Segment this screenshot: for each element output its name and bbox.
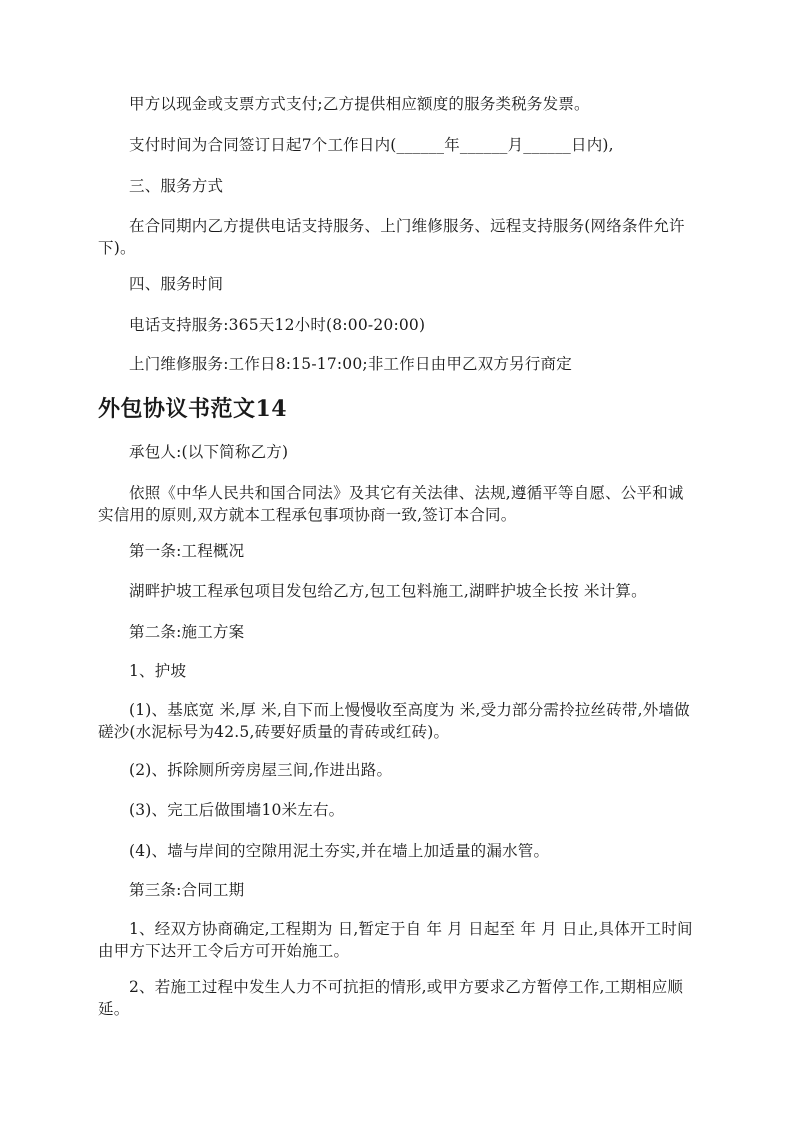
paragraph-slope-protection: 1、护坡 xyxy=(129,662,187,680)
paragraph-payment-method: 甲方以现金或支票方式支付;乙方提供相应额度的服务类税务发票。 xyxy=(129,95,590,113)
paragraph-service-mode-heading: 三、服务方式 xyxy=(129,177,224,195)
paragraph-article-3-heading: 第三条:合同工期 xyxy=(129,881,245,899)
paragraph-payment-time: 支付时间为合同签订日起7个工作日内(______年______月______日内), xyxy=(129,136,614,154)
paragraph-contractor: 承包人:(以下简称乙方) xyxy=(129,443,289,461)
paragraph-onsite-repair: 上门维修服务:工作日8:15-17:00;非工作日由甲乙双方另行商定 xyxy=(129,355,572,373)
paragraph-service-mode: 在合同期内乙方提供电话支持服务、上门维修服务、远程支持服务(网络条件允许下)。 xyxy=(98,217,685,257)
paragraph-duration-1: 1、经双方协商确定,工程期为 日,暂定于自 年 月 日起至 年 月 日止,具体开工时间由甲方下达开工令后方可开始施工。 xyxy=(98,920,693,960)
paragraph-article-2-heading: 第二条:施工方案 xyxy=(129,623,245,641)
paragraph-duration-2: 2、若施工过程中发生人力不可抗拒的情形,或甲方要求乙方暂停工作,工期相应顺延。 xyxy=(98,978,684,1018)
paragraph-item-4: (4)、墙与岸间的空隙用泥土夯实,并在墙上加适量的漏水管。 xyxy=(129,842,550,860)
paragraph-project-overview: 湖畔护坡工程承包项目发包给乙方,包工包料施工,湖畔护坡全长按 米计算。 xyxy=(129,582,647,600)
paragraph-service-time-heading: 四、服务时间 xyxy=(129,275,224,293)
paragraph-item-1: (1)、基底宽 米,厚 米,自下而上慢慢收至高度为 米,受力部分需拎拉丝砖带,外墙做磋沙(水泥标号为42.5,砖要好质量的青砖或红砖)。 xyxy=(98,701,690,741)
paragraph-phone-support: 电话支持服务:365天12小时(8:00-20:00) xyxy=(129,316,426,334)
paragraph-item-3: (3)、完工后做围墙10米左右。 xyxy=(129,801,345,819)
section-title: 外包协议书范文14 xyxy=(98,396,288,422)
paragraph-article-1-heading: 第一条:工程概况 xyxy=(129,542,245,560)
paragraph-legal-basis: 依照《中华人民共和国合同法》及其它有关法律、法规,遵循平等自愿、公平和诚实信用的原则,双方就本工程承包事项协商一致,签订本合同。 xyxy=(98,484,684,524)
paragraph-item-2: (2)、拆除厕所旁房屋三间,作进出路。 xyxy=(129,761,393,779)
